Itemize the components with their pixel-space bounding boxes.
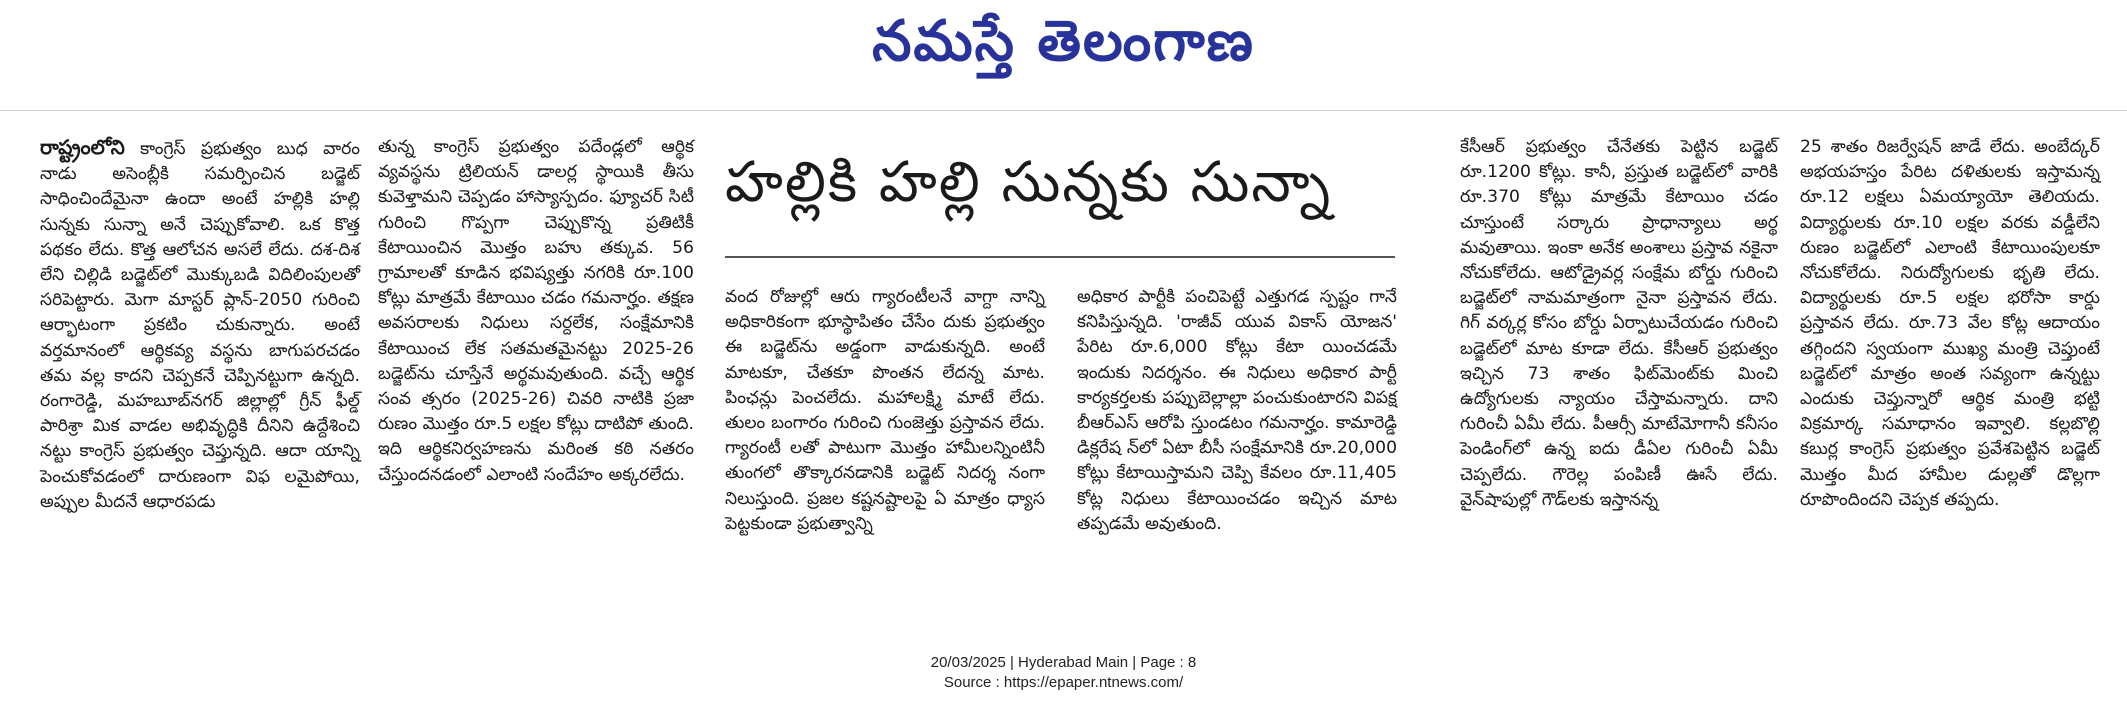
column-1	[40, 135, 360, 515]
masthead-logo: నమస్తే తెలంగాణ	[872, 8, 1255, 74]
edition-info: 20/03/2025 | Hyderabad Main | Page : 8	[930, 654, 1197, 671]
column-3-text: వంద రోజుల్లో ఆరు గ్యారంటీలనే వాగ్దా నాన్ని అధికారికంగా భూస్థాపితం చేసేం దుకు ప్రభుత్వం ఈ బడ్జెట్‌ను అడ్డంగా వాడుకున్నది. అంటే మాటకూ, చేతకూ పొంతన లేదన్న మాట. పింఛన్లు పెంచలేదు. మహాలక్ష్మి మాటే లేదు. తులం బంగారం గురించి గుంజెత్తు ప్రస్తావన లేదు. గ్యారంటీ లతో పాటుగా మొత్తం హామీలన్నింటినీ తుంగలో తొక్కారనడానికి బడ్జెట్ నిదర్శ నంగా నిలుస్తుంది. ప్రజల కష్టనష్టాలపై ఏ మాత్రం ధ్యాస పెట్టకుండా ప్రభుత్వాన్ని	[725, 287, 1045, 534]
column-4-text: అధికార పార్టీకి పంచిపెట్టే ఎత్తుగడ స్పష్టం గానే కనిపిస్తున్నది. 'రాజీవ్ యువ వికాస్ యోజన' పేరిట రూ.6,000 కోట్లు కేటా యించడమే ఇందుకు నిదర్శనం. ఈ నిధులు అధికార పార్టీ కార్యకర్తలకు పప్పుబెల్లాల్లా పంచుకుంటారని విపక్ష బీఆర్ఎస్ ఆరోపి స్తుండటం గమనార్హం. కామారెడ్డి డిక్లరేష న్‌లో ఏటా బీసీ సంక్షేమానికి రూ.20,000 కోట్లు కేటాయిస్తామని చెప్పి కేవలం రూ.11,405 కోట్ల నిధులు కేటాయించడం ఇచ్చిన మాట తప్పడమే అవుతుంది.	[1077, 287, 1397, 534]
column-6-text: 25 శాతం రిజర్వేషన్ జాడే లేదు. అంబేద్కర్ అభయహస్తం పేరిట దళితులకు ఇస్తామన్న రూ.12 లక్షలు ఏమయ్యాయో తెలియదు. విద్యార్థులకు రూ.10 లక్షల వరకు వడ్డీలేని రుణం బడ్జెట్‌లో ఎలాంటి కేటాయింపులకూ నోచుకోలేదు. నిరుద్యోగులకు భృతి లేదు. విద్యార్థులకు రూ.5 లక్షల భరోసా కార్డు ప్రస్తావన లేదు. రూ.73 వేల కోట్ల ఆదాయం తగ్గిందని స్వయంగా ముఖ్య మంత్రి చెప్తుంటే బడ్జెట్‌లో మాత్రం అంత సవ్యంగా ఉన్నట్టు ఎందుకు చెప్తున్నారో ఆర్థిక మంత్రి భట్టి విక్రమార్క సమాధానం ఇవ్వాలి. కల్లబొల్లి కబుర్ల కాంగ్రెస్ ప్రభుత్వం ప్రవేశపెట్టిన బడ్జెట్ మొత్తం మీద హామీల డుల్లతో డొల్లగా రూపొందిందని చెప్పక తప్పదు.	[1800, 137, 2100, 510]
column-5-text: కేసీఆర్ ప్రభుత్వం చేనేతకు పెట్టిన బడ్జెట్ రూ.1200 కోట్లు. కానీ, ప్రస్తుత బడ్జెట్‌లో వారికి రూ.370 కోట్లు మాత్రమే కేటాయిం చడం చూస్తుంటే సర్కారు ప్రాధాన్యాలు అర్థ మవుతాయి. ఇంకా అనేక అంశాలు ప్రస్తావ నకైనా నోచుకోలేదు. ఆటోడ్రైవర్ల సంక్షేమ బోర్డు గురించి బడ్జెట్‌లో నామమాత్రంగా నైనా ప్రస్తావన లేదు. గిగ్ వర్కర్ల కోసం బోర్డు ఏర్పాటుచేయడం గురించి బడ్జెట్‌లో మాట కూడా లేదు. కేసీఆర్ ప్రభుత్వం ఇచ్చిన 73 శాతం ఫిట్‌మెంట్‌కు మించి ఉద్యోగులకు న్యాయం చేస్తామన్నారు. దాని గురించీ ఏమీ లేదు. పీఆర్సీ మాటేమోగానీ కనీసం పెండింగ్‌లో ఉన్న ఐదు డీఏల గురించీ ఏమీ చెప్పలేదు. గౌరెల్ల పంపిణీ ఊసే లేదు. వైన్‌షాపుల్లో గౌడ్‌లకు ఇస్తానన్న	[1460, 137, 1778, 510]
column-2-text: తున్న కాంగ్రెస్ ప్రభుత్వం పదేండ్లలో ఆర్థిక వ్యవస్థను ట్రిలియన్ డాలర్ల స్థాయికి తీసు కువెళ్తామని చెప్పడం హాస్యాస్పదం. ఫ్యూచర్ సిటీ గురించి గొప్పగా చెప్పుకొన్న ప్రతిటికీ కేటాయించిన మొత్తం బహు తక్కువ. 56 గ్రామాలతో కూడిన భవిష్యత్తు నగరికి రూ.100 కోట్లు మాత్రమే కేటాయిం చడం గమనార్హం. తక్షణ అవసరాలకు నిధులు సర్దలేక, సంక్షేమానికి కేటాయించ లేక సతమతమైనట్టు 2025-26 బడ్జెట్‌ను చూస్తేనే అర్థమవుతుంది. వచ్చే ఆర్థిక సంవ త్సరం (2025-26) చివరి నాటికి ప్రజా రుణం మొత్తం రూ.5 లక్షల కోట్లు దాటిపో తుంది. ఇది ఆర్థికనిర్వహణను మరింత కఠి నతరం చేస్తుందనడంలో ఎలాంటి సందేహం అక్కరలేదు.	[378, 137, 694, 485]
column-6	[1800, 135, 2100, 513]
column-4	[1077, 285, 1397, 537]
headline-underline	[725, 256, 1395, 258]
header-divider	[0, 110, 2127, 111]
article-headline: హల్లికి హల్లి సున్నకు సున్నా	[725, 150, 1333, 215]
column-5	[1460, 135, 1778, 513]
column-2	[378, 135, 694, 488]
column-3	[725, 285, 1045, 537]
column-1-text: కాంగ్రెస్ ప్రభుత్వం బుధ వారం నాడు అసెంబ్లీకి సమర్పించిన బడ్జెట్ సాధించిందేమైనా ఉందా అంటే హల్లికి హల్లి సున్నకు సున్నా అనే చెప్పుకోవాలి. ఒక కొత్త పథకం లేదు. కొత్త ఆలోచన అసలే లేదు. దశ-దిశ లేని చిల్లిడి బడ్జెట్‌లో మొక్కుబడి విదిలింపులతో సరిపెట్టారు. మెగా మాస్టర్ ప్లాన్-2050 గురించి ఆర్భాటంగా ప్రకటిం చుకున్నారు. అంటే వర్తమానంలో ఆర్థికవ్య వస్థను బాగుపరచడం తమ వల్ల కాదని చెప్పకనే చెప్పినట్టుగా ఉన్నది. రంగారెడ్డి, మహబూబ్‌నగర్ జిల్లాల్లో గ్రీన్ ఫీల్డ్ పారిశ్రా మిక వాడల అభివృద్ధికి దీనిని ఉద్దేశించి నట్టు కాంగ్రెస్ ప్రభుత్వం చెప్తున్నది. ఆదా యాన్ని పెంచుకోవడంలో దారుణంగా విఫ లమైపోయి, అప్పుల మీదనే ఆధారపడు	[40, 139, 360, 512]
page-footer	[0, 653, 2127, 693]
source-link[interactable]: Source : https://epaper.ntnews.com/	[943, 674, 1184, 691]
lead-word: రాష్ట్రంలోని	[40, 135, 125, 159]
